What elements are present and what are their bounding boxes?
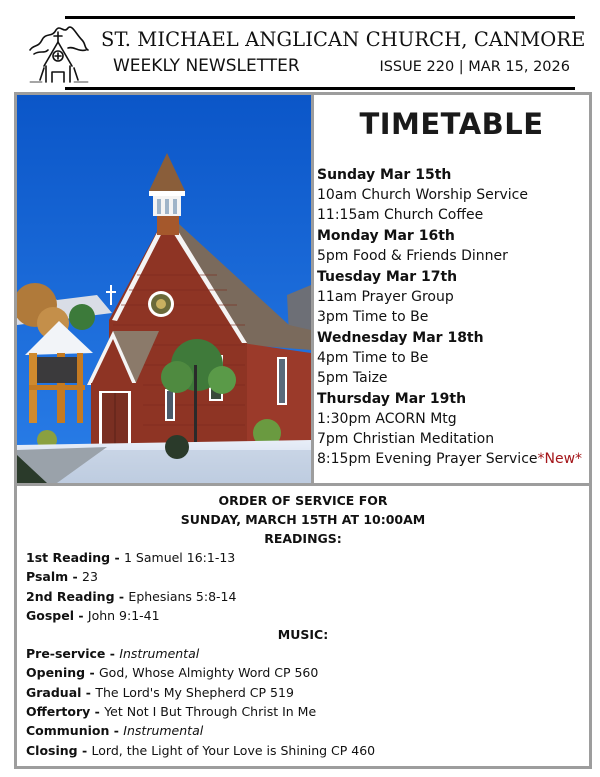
day-heading: Tuesday Mar 17th [317, 269, 458, 285]
new-tag: *New* [537, 451, 583, 467]
music-item [26, 721, 580, 740]
separator: - [110, 550, 124, 565]
reading-item [26, 587, 580, 606]
church-photo [17, 95, 311, 483]
separator: - [74, 607, 88, 623]
timetable-day-wednesday [317, 329, 585, 388]
day-heading: Thursday Mar 19th [317, 391, 467, 407]
music-label: Offertory [26, 704, 91, 720]
separator: - [90, 704, 105, 720]
reading-value: Ephesians 5:8-14 [128, 588, 237, 604]
music-item [26, 741, 580, 760]
event-item: 11am Prayer Group [317, 289, 454, 305]
separator: - [77, 742, 92, 758]
music-label: Opening [26, 665, 86, 681]
reading-label: 2nd Reading [26, 588, 115, 604]
timetable-panel [311, 92, 592, 486]
separator: - [105, 646, 120, 662]
music-value: Instrumental [123, 723, 204, 739]
photo-frame [14, 92, 314, 486]
event-item [317, 449, 585, 469]
music-label: Closing [26, 742, 78, 758]
timetable-day-sunday [317, 166, 585, 225]
day-heading: Monday Mar 16th [317, 228, 455, 244]
reading-value: John 9:1-41 [87, 607, 160, 623]
timetable-title: TIMETABLE [359, 107, 544, 141]
reading-value: 23 [82, 569, 98, 585]
timetable-day-thursday [317, 390, 585, 469]
event-item: 4pm Time to Be [317, 350, 429, 366]
newsletter-label: WEEKLY NEWSLETTER [113, 56, 300, 76]
event-item-text: 8:15pm Evening Prayer Service [317, 451, 538, 467]
reading-item [26, 548, 580, 567]
timetable-list [317, 166, 585, 471]
music-value: The Lord's My Shepherd CP 519 [95, 684, 294, 700]
event-item: 5pm Food & Friends Dinner [317, 248, 508, 264]
day-heading: Wednesday Mar 18th [317, 330, 484, 346]
music-label: Communion [26, 723, 110, 739]
separator: - [85, 665, 99, 681]
header-bottom-rule [65, 87, 575, 90]
music-label: Pre-service [26, 646, 106, 662]
order-heading-line1: ORDER OF SERVICE FOR [218, 493, 388, 508]
separator: - [68, 569, 83, 585]
event-item: 7pm Christian Meditation [317, 431, 495, 447]
order-of-service-panel [14, 483, 592, 769]
day-heading: Sunday Mar 15th [317, 167, 452, 183]
event-item: 3pm Time to Be [317, 309, 429, 325]
readings-heading: READINGS: [264, 531, 342, 546]
reading-item [26, 606, 580, 625]
header-top-rule [65, 16, 575, 19]
music-item [26, 644, 580, 663]
order-heading-line2: SUNDAY, MARCH 15TH AT 10:00AM [180, 512, 426, 527]
church-mountain-logo-icon [26, 20, 92, 86]
reading-label: Psalm [26, 569, 69, 585]
music-item [26, 702, 580, 721]
music-value: Instrumental [119, 646, 200, 662]
music-item [26, 683, 580, 702]
issue-and-date: ISSUE 220 | MAR 15, 2026 [379, 59, 570, 75]
timetable-day-tuesday [317, 268, 585, 327]
event-item: 10am Church Worship Service [317, 187, 528, 203]
music-value: God, Whose Almighty Word CP 560 [99, 665, 319, 681]
separator: - [114, 588, 129, 604]
event-item: 1:30pm ACORN Mtg [317, 411, 457, 427]
music-value: Yet Not I But Through Christ In Me [104, 704, 317, 720]
reading-label: 1st Reading [26, 550, 111, 565]
music-value: Lord, the Light of Your Love is Shining CP 460 [91, 742, 376, 758]
church-name: ST. MICHAEL ANGLICAN CHURCH, CANMORE [101, 28, 586, 51]
music-item [26, 663, 580, 682]
timetable-day-monday [317, 227, 585, 266]
separator: - [109, 723, 124, 739]
event-item: 11:15am Church Coffee [317, 207, 484, 223]
separator: - [81, 684, 96, 700]
reading-value: 1 Samuel 16:1-13 [124, 550, 236, 565]
event-item: 5pm Taize [317, 370, 388, 386]
reading-item [26, 567, 580, 586]
music-heading: MUSIC: [277, 627, 329, 643]
reading-label: Gospel [26, 607, 74, 623]
music-label: Gradual [26, 684, 82, 700]
